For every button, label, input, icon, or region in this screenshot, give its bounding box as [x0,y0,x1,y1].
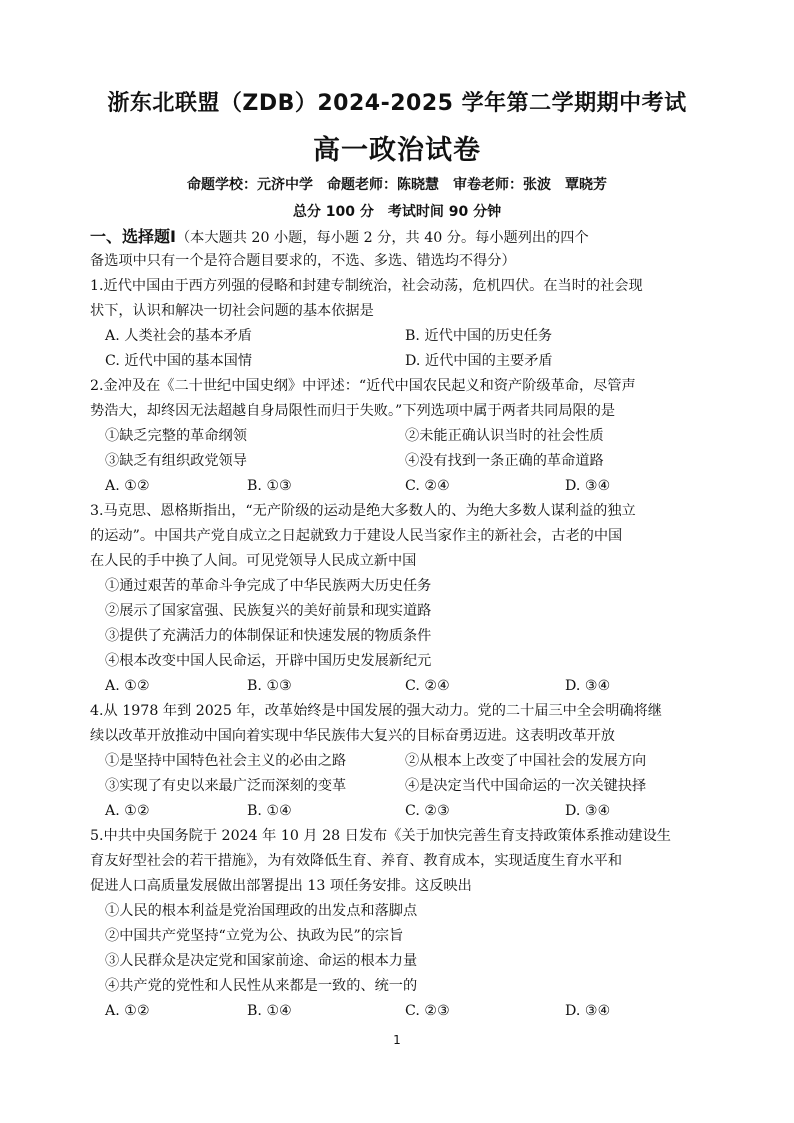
statement-3: ③人民群众是决定党和国家前途、命运的根本力量 [105,953,418,969]
option-c[interactable]: C. ②④ [405,478,450,494]
option-d[interactable]: D. 近代中国的主要矛盾 [405,353,553,369]
stem-line: 1.近代中国由于西方列强的侵略和封建专制统治，社会动荡，危机四伏。在当时的社会现 [90,278,643,294]
statement-1: ①是坚持中国特色社会主义的必由之路 [105,753,347,769]
question-3 [90,499,712,699]
option-c[interactable]: C. ②③ [405,803,450,819]
stem-line: 5.中共中央国务院于 2024 年 10 月 28 日发布《关于加快完善生育支持政策体系推动建设生 [90,828,671,844]
option-b[interactable]: B. ①③ [247,678,292,694]
option-b[interactable]: B. ①④ [247,803,292,819]
statement-1: ①人民的根本利益是党治国理政的出发点和落脚点 [105,903,418,919]
option-d[interactable]: D. ③④ [565,803,611,819]
statement-2: ②中国共产党坚持“立党为公、执政为民”的宗旨 [105,928,404,944]
question-options [90,674,712,699]
exam-score-time: 总分 100 分 考试时间 90 分钟 [292,204,502,220]
exam-title: 浙东北联盟（ZDB）2024-2025 学年第二学期期中考试 [107,91,687,116]
stem-line: 在人民的手中换了人间。可见党领导人民成立新中国 [90,553,417,569]
section-description-line1: （本大题共 20 小题，每小题 2 分，共 40 分。每小题列出的四个 [175,230,589,246]
question-2 [90,374,712,499]
statement-4: ④没有找到一条正确的革命道路 [405,453,604,469]
stem-line: 育友好型社会的若干措施》，为有效降低生育、养育、教育成本，实现适度生育水平和 [90,853,623,869]
statement-4: ④根本改变中国人民命运，开辟中国历史发展新纪元 [105,653,432,669]
exam-authors: 命题学校：元济中学 命题老师：陈晓慧 审卷老师：张波 覃晓芳 [187,177,607,193]
stem-line: 4.从 1978 年到 2025 年，改革始终是中国发展的强大动力。党的二十届三中全会明确将继 [90,703,662,719]
option-d[interactable]: D. ③④ [565,1003,611,1019]
option-a[interactable]: A. ①② [105,678,150,694]
stem-line: 3.马克思、恩格斯指出，“无产阶级的运动是绝大多数人的、为绝大多数人谋利益的独立 [90,503,636,519]
stem-line: 促进人口高质量发展做出部署提出 13 项任务安排。这反映出 [90,878,472,894]
exam-body [90,224,712,1024]
statement-4: ④共产党的党性和人民性从来都是一致的、统一的 [105,978,418,994]
statement-4: ④是决定当代中国命运的一次关键抉择 [405,778,647,794]
option-b[interactable]: B. ①④ [247,1003,292,1019]
option-a[interactable]: A. ①② [105,478,150,494]
question-stem [90,499,712,574]
option-c[interactable]: C. 近代中国的基本国情 [105,353,253,369]
page-number: 1 [393,1033,401,1047]
stem-line: 的运动”。中国共产党自成立之日起就致力于建设人民当家作主的新社会，古老的中国 [90,528,623,544]
statement-2: ②展示了国家富强、民族复兴的美好前景和现实道路 [105,603,432,619]
statement-3: ③缺乏有组织政党领导 [105,453,247,469]
section-description-line2: 备选项中只有一个是符合题目要求的，不选、多选、错选均不得分） [90,253,516,269]
question-options [90,999,712,1024]
statement-1: ①通过艰苦的革命斗争完成了中华民族两大历史任务 [105,578,432,594]
question-stem [90,824,712,899]
option-c[interactable]: C. ②③ [405,1003,450,1019]
exam-subtitle: 高一政治试卷 [313,135,481,166]
question-options [90,324,712,374]
question-options [90,799,712,824]
option-a[interactable]: A. ①② [105,1003,150,1019]
question-statements [90,749,712,799]
option-d[interactable]: D. ③④ [565,678,611,694]
question-stem [90,374,712,424]
option-b[interactable]: B. ①③ [247,478,292,494]
question-statements [90,424,712,474]
stem-line: 状下，认识和解决一切社会问题的基本依据是 [90,303,374,319]
statement-3: ③提供了充满活力的体制保证和快速发展的物质条件 [105,628,432,644]
question-4 [90,699,712,824]
option-a[interactable]: A. 人类社会的基本矛盾 [105,328,252,344]
option-b[interactable]: B. 近代中国的历史任务 [405,328,553,344]
question-5 [90,824,712,1024]
stem-line: 2.金冲及在《二十世纪中国史纲》中评述：“近代中国农民起义和资产阶级革命，尽管声 [90,378,636,394]
statement-2: ②未能正确认识当时的社会性质 [405,428,604,444]
option-a[interactable]: A. ①② [105,803,150,819]
question-stem [90,699,712,749]
question-stem [90,274,712,324]
section-header [90,224,712,249]
option-d[interactable]: D. ③④ [565,478,611,494]
stem-line: 续以改革开放推动中国向着实现中华民族伟大复兴的目标奋勇迈进。这表明改革开放 [90,728,615,744]
question-options [90,474,712,499]
stem-line: 势浩大，却终因无法超越自身局限性而归于失败。”下列选项中属于两者共同局限的是 [90,403,616,419]
statement-1: ①缺乏完整的革命纲领 [105,428,247,444]
statement-3: ③实现了有史以来最广泛而深刻的变革 [105,778,347,794]
statement-2: ②从根本上改变了中国社会的发展方向 [405,753,647,769]
question-1 [90,274,712,374]
option-c[interactable]: C. ②④ [405,678,450,694]
section-heading: 一、选择题Ⅰ [90,227,176,246]
